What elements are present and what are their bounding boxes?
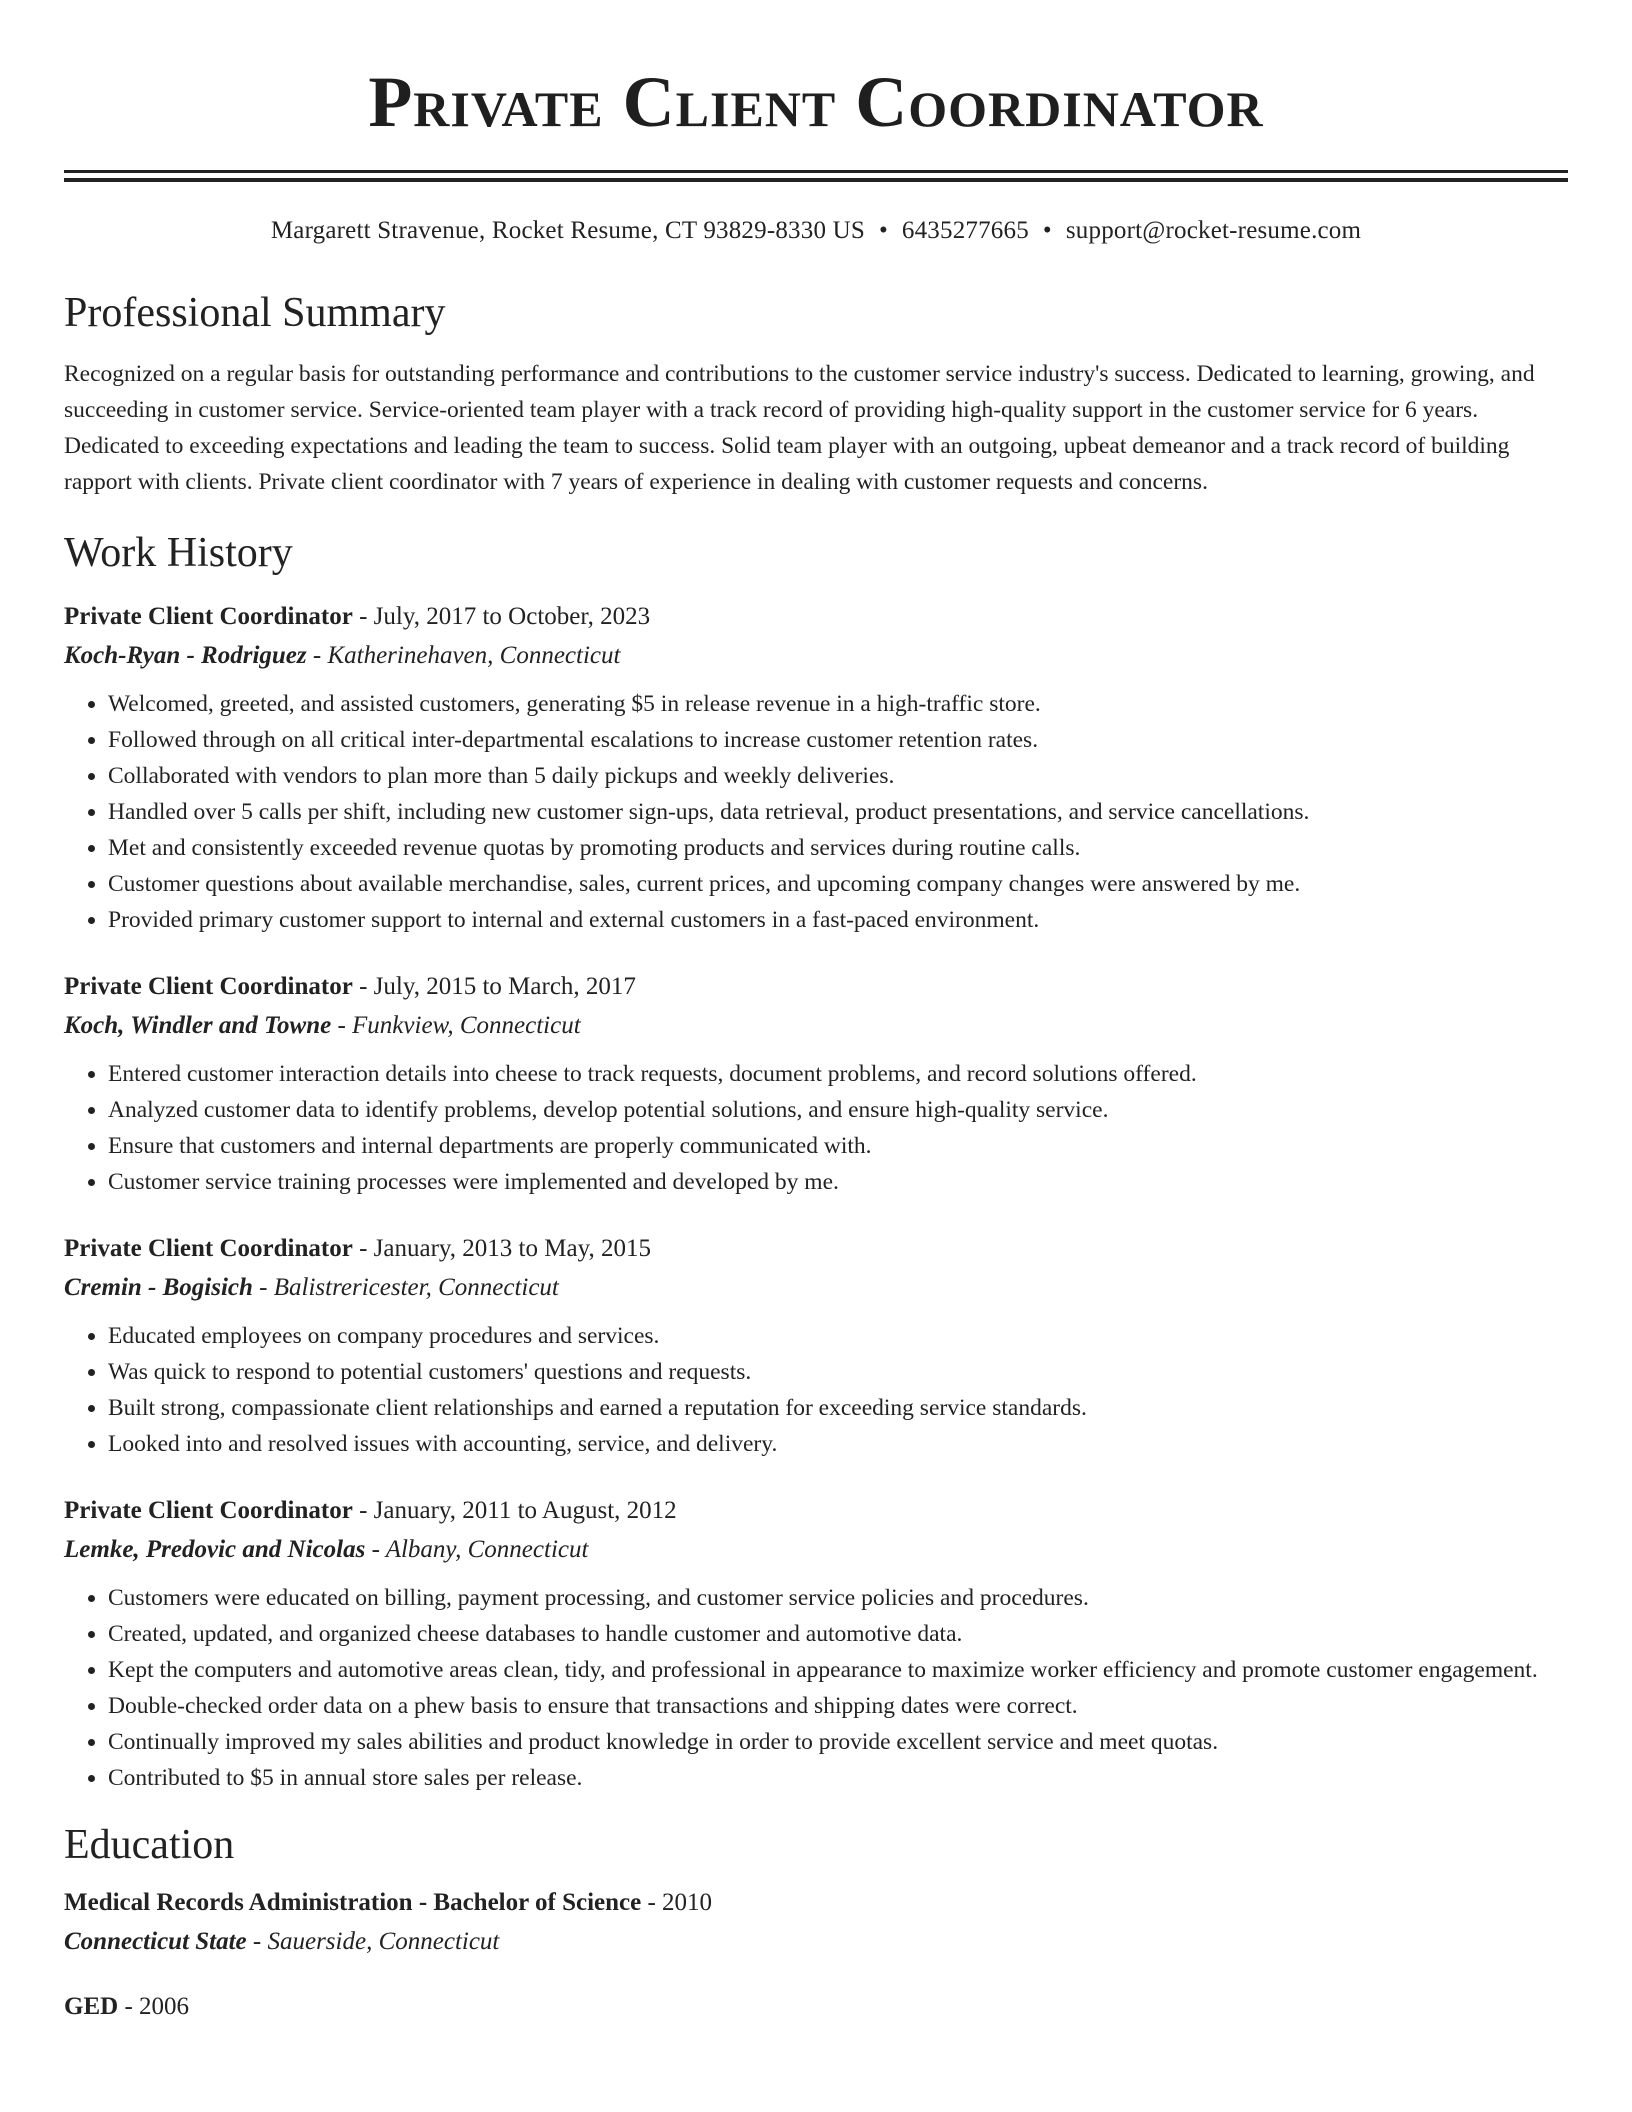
- job-bullet: • Analyzed customer data to identify problems, develop potential solutions, and ensure high-quality service.: [108, 1092, 1568, 1128]
- contact-address: Margarett Stravenue, Rocket Resume, CT 93829-8330 US: [270, 217, 865, 244]
- company-name: Koch, Windler and Towne: [64, 1012, 332, 1039]
- job-bullet: • Double-checked order data on a phew basis to ensure that transactions and shipping dates were correct.: [108, 1688, 1568, 1724]
- contact-separator: •: [878, 217, 888, 244]
- work-history-heading: Work History: [64, 530, 293, 576]
- school-location: - Sauerside, Connecticut: [246, 1928, 500, 1955]
- summary-text: Recognized on a regular basis for outstanding performance and contributions to the customer service industry's success. Dedicated to learning, growing, and succeeding in customer service. Service-oriented team player with a track record of providing high-quality support in the customer service for 6 years. Dedicated to exceeding expectations and leading the team to success. Solid team player with an outgoing, upbeat demeanor and a track record of building rapport with clients. Private client coordinator with 7 years of experience in dealing with customer requests and concerns.: [64, 361, 1535, 495]
- job-bullet: • Kept the computers and automotive areas clean, tidy, and professional in appearance to maximize worker efficiency and promote customer engagement.: [108, 1652, 1568, 1688]
- contact-phone: 6435277665: [901, 217, 1029, 244]
- school-name: Connecticut State: [64, 1928, 247, 1955]
- job-bullet: • Customers were educated on billing, payment processing, and customer service policies and procedures.: [108, 1580, 1568, 1616]
- company-line: [64, 1268, 1568, 1308]
- title-divider: [64, 170, 1568, 182]
- job-bullet: • Followed through on all critical inter-departmental escalations to increase customer retention rates.: [108, 722, 1568, 758]
- job-title-line: [64, 1230, 1568, 1268]
- job-bullet: • Built strong, compassionate client relationships and earned a reputation for exceeding service standards.: [108, 1390, 1568, 1426]
- job-dates: - January, 2011 to August, 2012: [352, 1497, 677, 1524]
- company-name: Cremin - Bogisich: [64, 1274, 253, 1301]
- job-title: Private Client Coordinator: [64, 603, 353, 630]
- job-title: Private Client Coordinator: [64, 1497, 353, 1524]
- degree-line: [64, 1884, 1568, 1922]
- company-name: Lemke, Predovic and Nicolas: [64, 1536, 366, 1563]
- degree-name: Medical Records Administration - Bachelor of Science: [64, 1889, 642, 1916]
- company-name: Koch-Ryan - Rodriguez: [64, 642, 307, 669]
- job-title-line: [64, 1492, 1568, 1530]
- contact-email: support@rocket-resume.com: [1065, 217, 1362, 244]
- company-location: - Albany, Connecticut: [365, 1536, 589, 1563]
- job-bullets: [64, 686, 1568, 938]
- job-title-line: [64, 968, 1568, 1006]
- job-bullet: • Provided primary customer support to internal and external customers in a fast-paced environment.: [108, 902, 1568, 938]
- company-location: - Katherinehaven, Connecticut: [306, 642, 621, 669]
- job-bullets: [64, 1580, 1568, 1796]
- job-bullet: • Handled over 5 calls per shift, including new customer sign-ups, data retrieval, product presentations, and service cancellations.: [108, 794, 1568, 830]
- contact-separator: •: [1042, 217, 1052, 244]
- job-dates: - July, 2017 to October, 2023: [352, 603, 651, 630]
- company-location: - Funkview, Connecticut: [331, 1012, 581, 1039]
- job-bullets: [64, 1056, 1568, 1200]
- job-bullet: • Met and consistently exceeded revenue quotas by promoting products and services during routine calls.: [108, 830, 1568, 866]
- education-entry: [64, 1988, 1568, 2026]
- degree-year: - 2010: [641, 1889, 713, 1916]
- degree-year: - 2006: [118, 1993, 190, 2020]
- job-bullet: • Looked into and resolved issues with accounting, service, and delivery.: [108, 1426, 1568, 1462]
- degree-name: GED: [64, 1993, 119, 2020]
- resume-title: Private Client Coordinator: [368, 62, 1264, 142]
- job-entry: [64, 968, 1568, 1200]
- job-dates: - January, 2013 to May, 2015: [352, 1235, 651, 1262]
- job-title: Private Client Coordinator: [64, 1235, 353, 1262]
- contact-line: [64, 216, 1568, 246]
- education-entry: [64, 1884, 1568, 1962]
- company-line: [64, 1530, 1568, 1570]
- summary-heading: Professional Summary: [64, 290, 446, 336]
- job-bullet: • Entered customer interaction details into cheese to track requests, document problems, and record solutions offered.: [108, 1056, 1568, 1092]
- job-entry: [64, 1492, 1568, 1796]
- job-bullet: • Customer service training processes were implemented and developed by me.: [108, 1164, 1568, 1200]
- school-line: [64, 1922, 1568, 1962]
- job-title-line: [64, 598, 1568, 636]
- job-bullet: • Customer questions about available merchandise, sales, current prices, and upcoming company changes were answered by me.: [108, 866, 1568, 902]
- job-entry: [64, 598, 1568, 938]
- education-heading: Education: [64, 1822, 235, 1868]
- job-bullet: • Collaborated with vendors to plan more than 5 daily pickups and weekly deliveries.: [108, 758, 1568, 794]
- company-line: [64, 1006, 1568, 1046]
- company-line: [64, 636, 1568, 676]
- job-bullet: • Was quick to respond to potential customers' questions and requests.: [108, 1354, 1568, 1390]
- job-entry: [64, 1230, 1568, 1462]
- job-bullet: • Continually improved my sales abilities and product knowledge in order to provide excellent service and meet quotas.: [108, 1724, 1568, 1760]
- company-location: - Balistrericester, Connecticut: [252, 1274, 559, 1301]
- job-bullet: • Ensure that customers and internal departments are properly communicated with.: [108, 1128, 1568, 1164]
- job-bullet: • Welcomed, greeted, and assisted customers, generating $5 in release revenue in a high-traffic store.: [108, 686, 1568, 722]
- job-bullet: • Contributed to $5 in annual store sales per release.: [108, 1760, 1568, 1796]
- job-dates: - July, 2015 to March, 2017: [352, 973, 636, 1000]
- job-bullet: • Educated employees on company procedures and services.: [108, 1318, 1568, 1354]
- job-bullet: • Created, updated, and organized cheese databases to handle customer and automotive data.: [108, 1616, 1568, 1652]
- job-bullets: [64, 1318, 1568, 1462]
- job-title: Private Client Coordinator: [64, 973, 353, 1000]
- degree-line: [64, 1988, 1568, 2026]
